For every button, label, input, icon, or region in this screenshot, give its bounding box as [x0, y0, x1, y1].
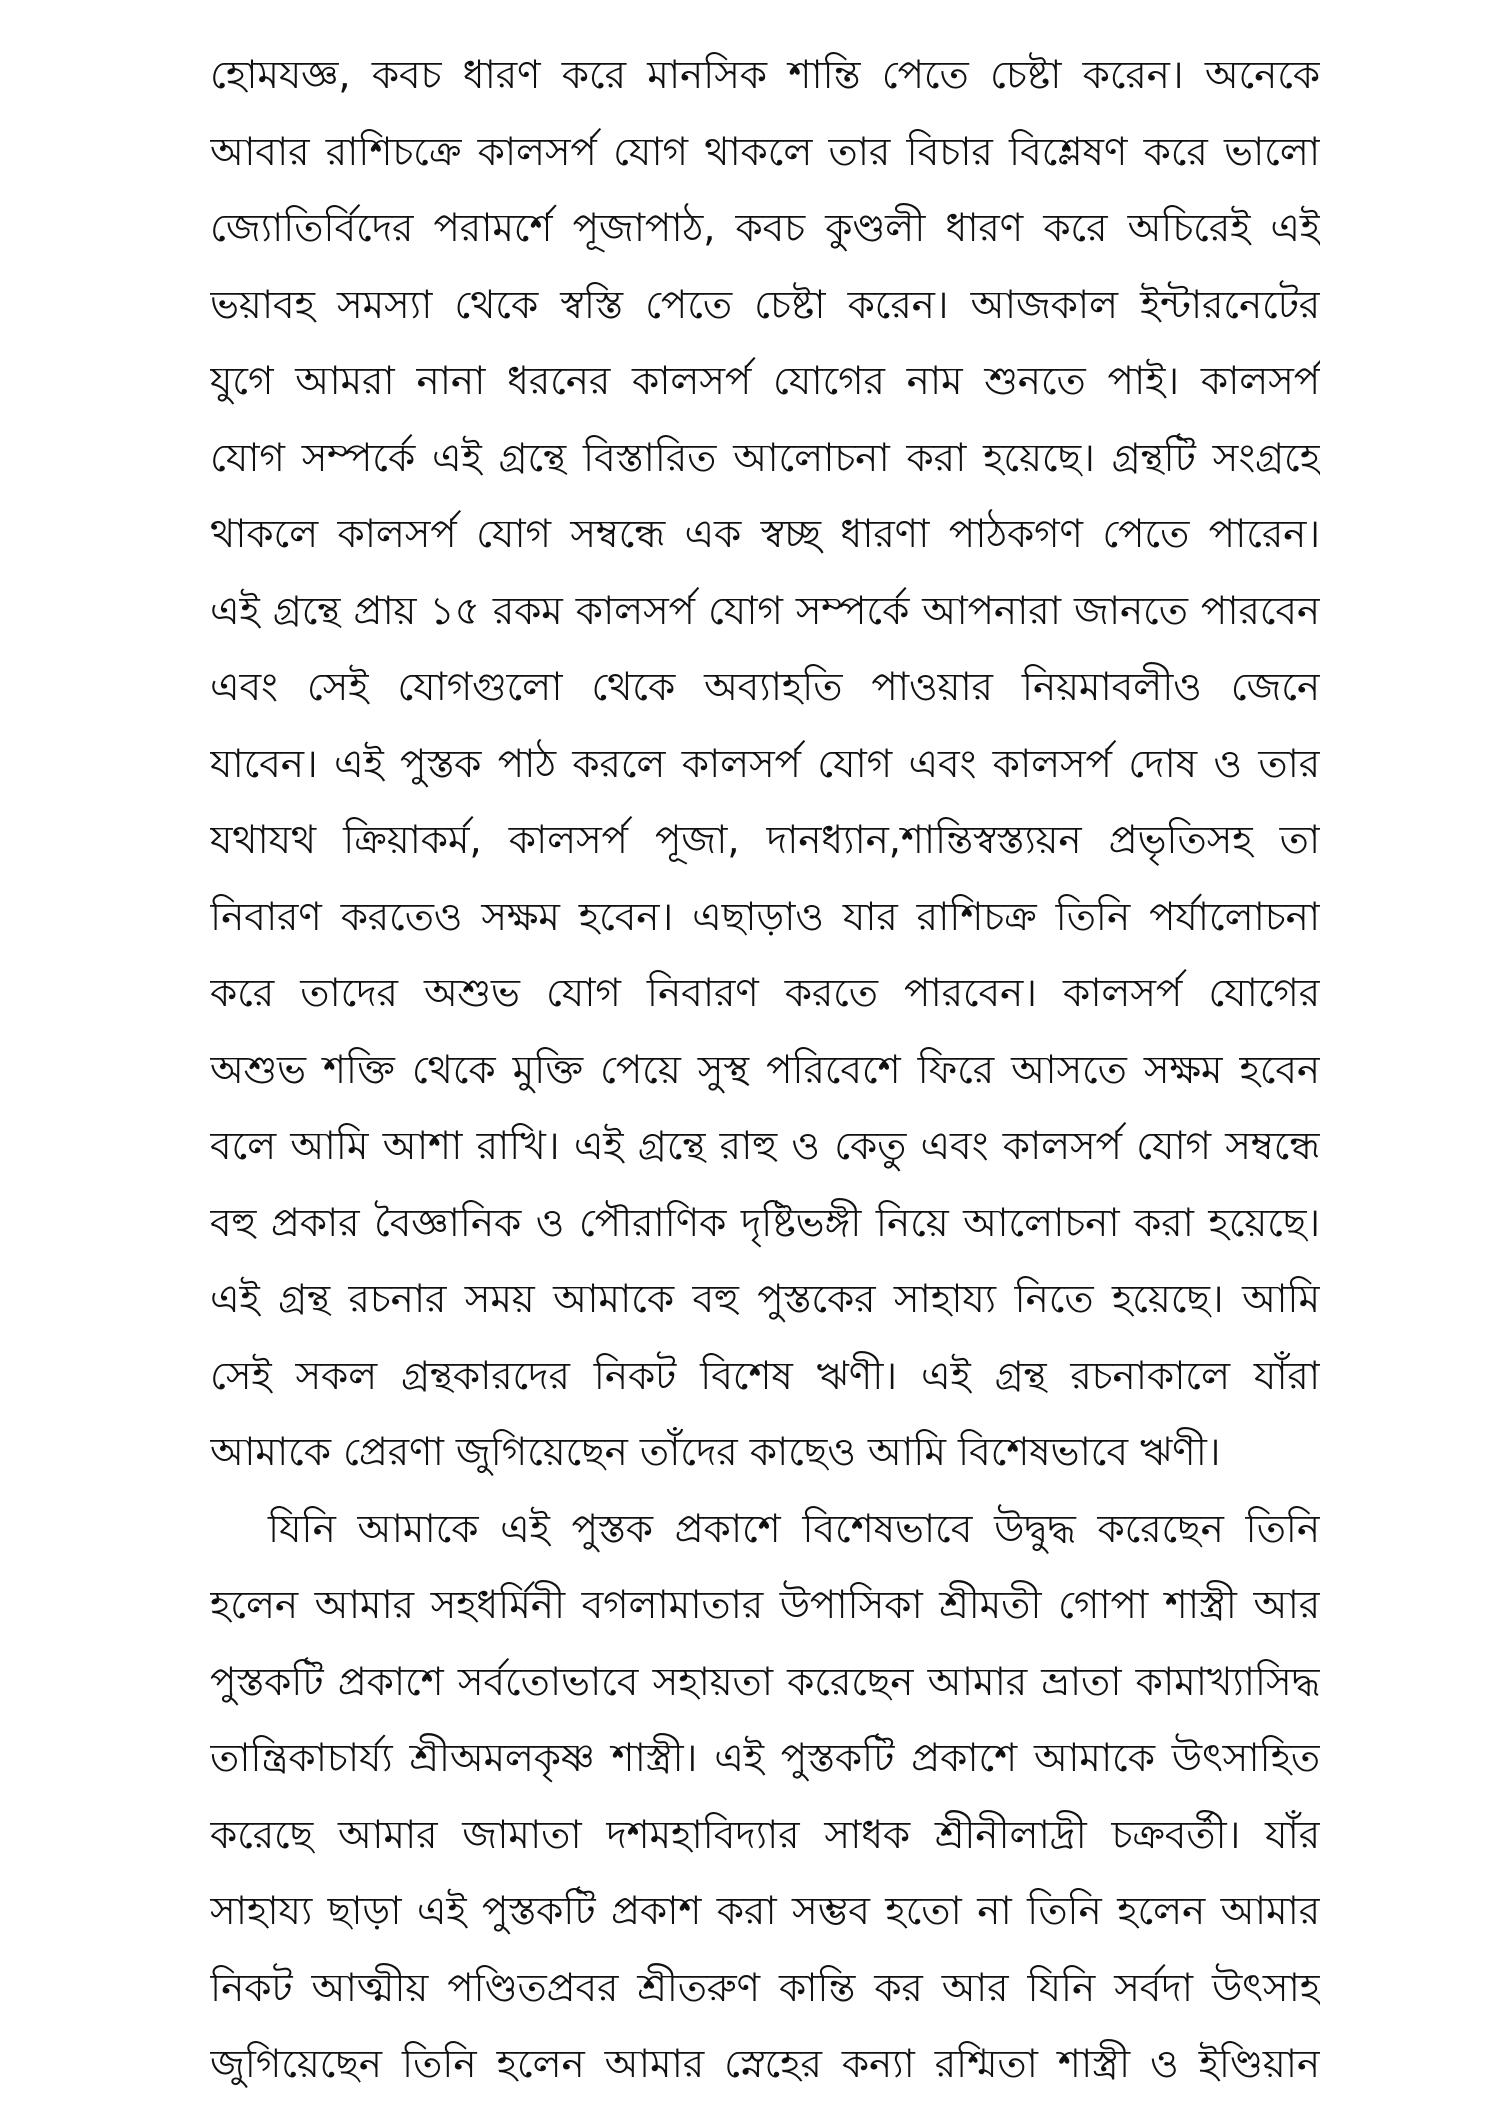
- text-line: নিকট আত্মীয় পণ্ডিতপ্রবর শ্রীতরুণ কান্তি কর আর যিনি সর্বদা উৎসাহ: [210, 1965, 1320, 2011]
- text-line-indented: যিনি আমাকে এই পুস্তক প্রকাশে বিশেষভাবে উদ্বুদ্ধ করেছেন তিনি: [268, 1506, 1320, 1552]
- text-line: হোমযজ্ঞ, কবচ ধারণ করে মানসিক শান্তি পেতে চেষ্টা করেন। অনেকে: [210, 53, 1320, 98]
- text-line: যোগ সম্পর্কে এই গ্রন্থে বিস্তারিত আলোচনা করা হয়েছে। গ্রন্থটি সংগ্রহে: [210, 435, 1320, 481]
- text-line: এই গ্রন্থ রচনার সময় আমাকে বহু পুস্তকের সাহায্য নিতে হয়েছে। আমি: [210, 1277, 1320, 1322]
- text-line: আবার রাশিচক্রে কালসর্প যোগ থাকলে তার বিচার বিশ্লেষণ করে ভালো: [210, 129, 1320, 175]
- text-line-last: আমাকে প্রেরণা জুগিয়েছেন তাঁদের কাছেও আমি বিশেষভাবে ঋণী।: [210, 1430, 1221, 1475]
- text-line: হলেন আমার সহধর্মিনী বগলামাতার উপাসিকা শ্রীমতী গোপা শাস্ত্রী আর: [210, 1583, 1320, 1628]
- text-line: সেই সকল গ্রন্থকারদের নিকট বিশেষ ঋণী। এই গ্রন্থ রচনাকালে যাঁরা: [210, 1353, 1320, 1399]
- book-page: [210, 38, 1320, 2087]
- text-line: সাহায্য ছাড়া এই পুস্তকটি প্রকাশ করা সম্ভব হতো না তিনি হলেন আমার: [210, 1889, 1320, 1934]
- text-line: এবং সেই যোগগুলো থেকে অব্যাহতি পাওয়ার নিয়মাবলীও জেনে: [210, 665, 1320, 710]
- text-line: করেছে আমার জামাতা দশমহাবিদ্যার সাধক শ্রীনীলাদ্রী চক্রবর্তী। যাঁর: [210, 1812, 1320, 1858]
- text-line: পুস্তকটি প্রকাশে সর্বতোভাবে সহায়তা করেছেন আমার ভ্রাতা কামাখ্যাসিদ্ধ: [210, 1659, 1320, 1705]
- text-line: জ্যোতির্বিদের পরামর্শে পূজাপাঠ, কবচ কুণ্ডলী ধারণ করে অচিরেই এই: [210, 206, 1320, 251]
- text-line: করে তাদের অশুভ যোগ নিবারণ করতে পারবেন। কালসর্প যোগের: [210, 971, 1320, 1016]
- text-line: যুগে আমরা নানা ধরনের কালসর্প যোগের নাম শুনতে পাই। কালসর্প: [210, 359, 1320, 404]
- text-line: ভয়াবহ সমস্যা থেকে স্বস্তি পেতে চেষ্টা করেন। আজকাল ইন্টারনেটের: [210, 282, 1320, 328]
- text-line: যাবেন। এই পুস্তক পাঠ করলে কালসর্প যোগ এবং কালসর্প দোষ ও তার: [210, 741, 1320, 787]
- text-line: অশুভ শক্তি থেকে মুক্তি পেয়ে সুস্থ পরিবেশে ফিরে আসতে সক্ষম হবেন: [210, 1047, 1320, 1093]
- paragraph-1: [210, 38, 1320, 1492]
- text-line: থাকলে কালসর্প যোগ সম্বন্ধে এক স্বচ্ছ ধারণা পাঠকগণ পেতে পারেন।: [210, 512, 1320, 557]
- text-line: জুগিয়েছেন তিনি হলেন আমার স্নেহের কন্যা রশ্মিতা শাস্ত্রী ও ইণ্ডিয়ান: [210, 2042, 1320, 2087]
- text-line: বলে আমি আশা রাখি। এই গ্রন্থে রাহু ও কেতু এবং কালসর্প যোগ সম্বন্ধে: [210, 1124, 1320, 1169]
- text-line: তান্ত্রিকাচার্য্য শ্রীঅমলকৃষ্ণ শাস্ত্রী। এই পুস্তকটি প্রকাশে আমাকে উৎসাহিত: [210, 1736, 1320, 1781]
- text-line: যথাযথ ক্রিয়াকর্ম, কালসর্প পূজা, দানধ্যান,শান্তিস্বস্ত্যয়ন প্রভৃতিসহ তা: [210, 818, 1320, 863]
- paragraph-2: [210, 1492, 1320, 2104]
- text-line: বহু প্রকার বৈজ্ঞানিক ও পৌরাণিক দৃষ্টিভঙ্গী নিয়ে আলোচনা করা হয়েছে।: [210, 1200, 1320, 1246]
- text-line: এই গ্রন্থে প্রায় ১৫ রকম কালসর্প যোগ সম্পর্কে আপনারা জানতে পারবেন: [210, 588, 1320, 634]
- text-line: নিবারণ করতেও সক্ষম হবেন। এছাড়াও যার রাশিচক্র তিনি পর্যালোচনা: [210, 894, 1320, 940]
